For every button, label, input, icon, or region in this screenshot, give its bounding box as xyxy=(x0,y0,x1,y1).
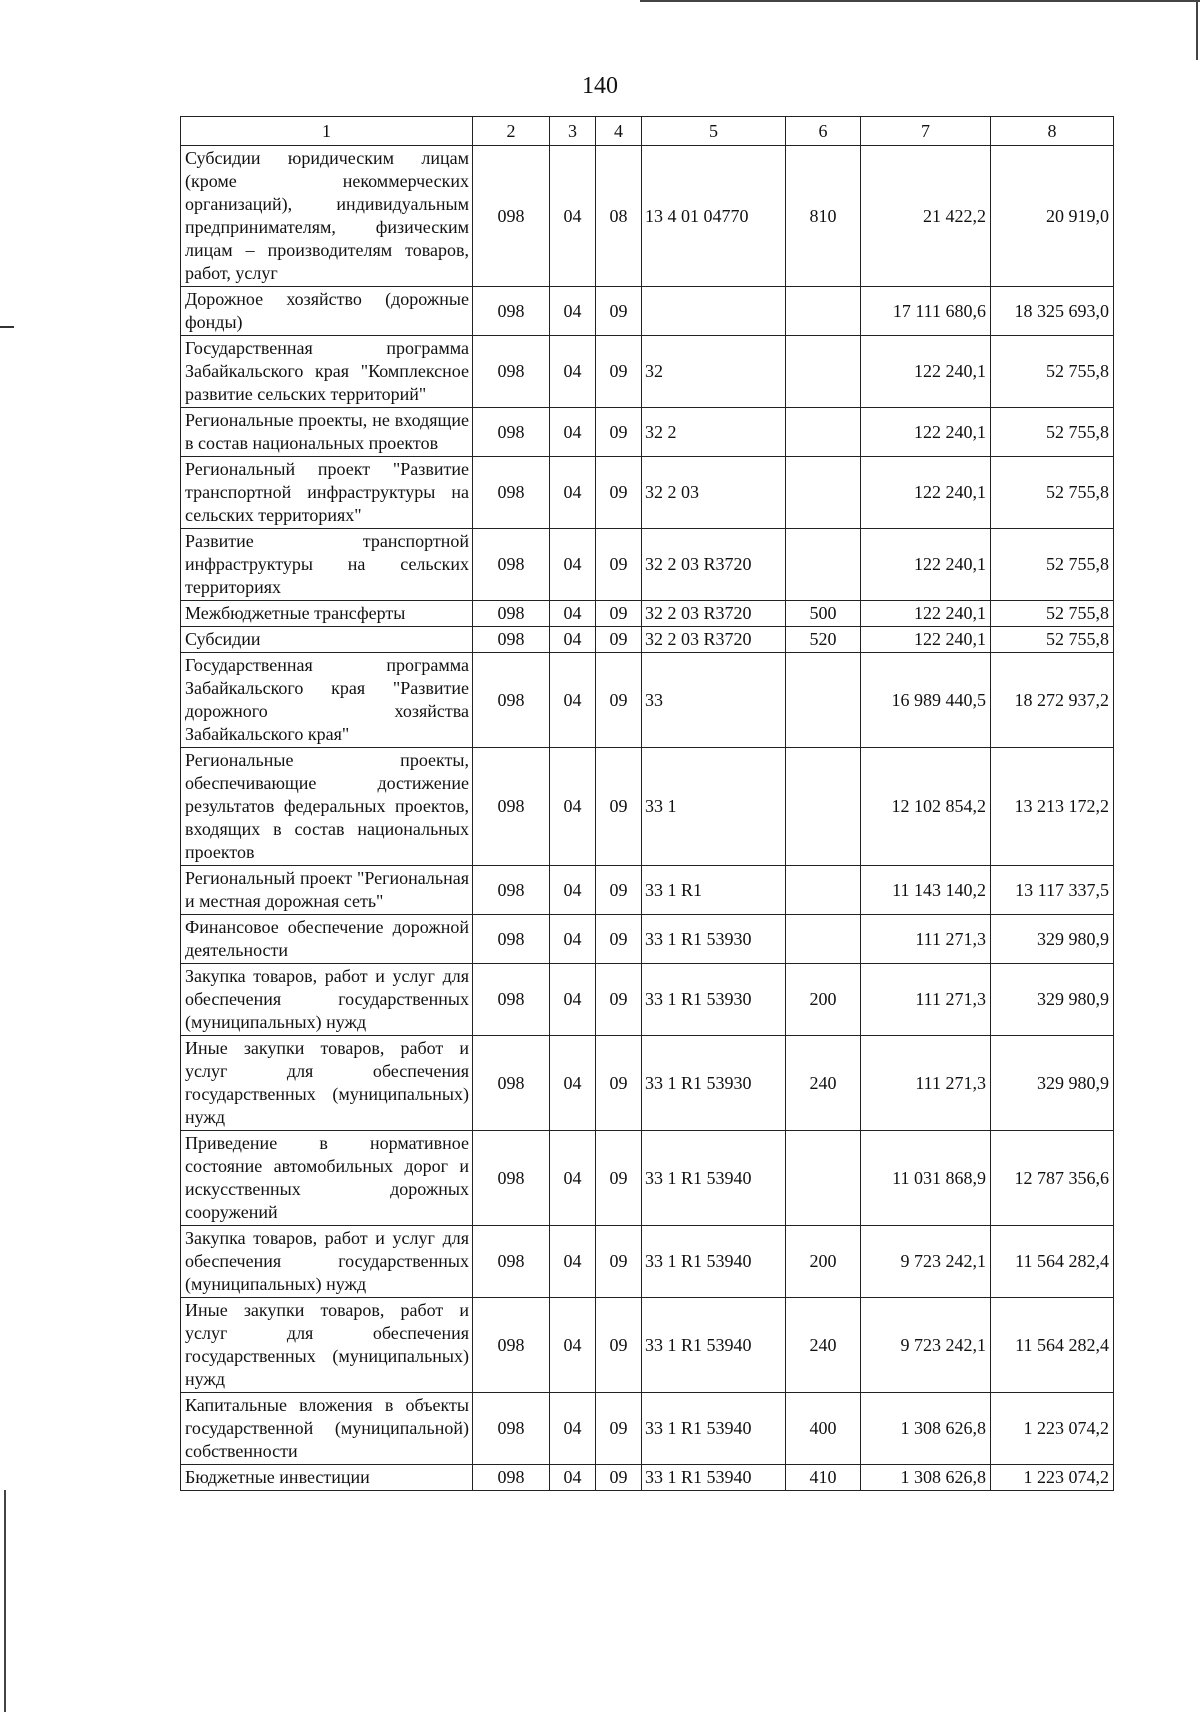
subsection-code: 09 xyxy=(596,915,642,964)
row-name: Приведение в нормативное состояние автомобильных дорог и искусственных дорожных сооружений xyxy=(181,1131,473,1226)
section-code: 04 xyxy=(550,601,596,627)
section-code: 04 xyxy=(550,1298,596,1393)
expense-type-code xyxy=(786,653,861,748)
expense-type-code: 200 xyxy=(786,964,861,1036)
amount-year-1: 1 308 626,8 xyxy=(861,1393,991,1465)
admin-code: 098 xyxy=(473,146,550,287)
expense-type-code: 200 xyxy=(786,1226,861,1298)
admin-code: 098 xyxy=(473,915,550,964)
admin-code: 098 xyxy=(473,627,550,653)
section-code: 04 xyxy=(550,627,596,653)
row-name: Развитие транспортной инфраструктуры на сельских территориях xyxy=(181,529,473,601)
amount-year-2: 18 272 937,2 xyxy=(991,653,1114,748)
target-article-code: 33 1 R1 53930 xyxy=(642,915,786,964)
row-name: Капитальные вложения в объекты государственной (муниципальной) собственности xyxy=(181,1393,473,1465)
amount-year-1: 122 240,1 xyxy=(861,336,991,408)
target-article-code: 32 2 03 R3720 xyxy=(642,601,786,627)
subsection-code: 09 xyxy=(596,457,642,529)
target-article-code: 33 1 R1 53940 xyxy=(642,1131,786,1226)
row-name: Государственная программа Забайкальского края "Развитие дорожного хозяйства Забайкальского края" xyxy=(181,653,473,748)
table-row xyxy=(181,457,1114,529)
amount-year-2: 11 564 282,4 xyxy=(991,1298,1114,1393)
subsection-code: 09 xyxy=(596,529,642,601)
section-code: 04 xyxy=(550,146,596,287)
row-name: Региональные проекты, обеспечивающие достижение результатов федеральных проектов, входящих в состав национальных проектов xyxy=(181,748,473,866)
section-code: 04 xyxy=(550,653,596,748)
amount-year-1: 122 240,1 xyxy=(861,408,991,457)
expense-type-code: 240 xyxy=(786,1036,861,1131)
column-header: 1 xyxy=(181,117,473,146)
admin-code: 098 xyxy=(473,287,550,336)
table-header-row xyxy=(181,117,1114,146)
section-code: 04 xyxy=(550,1131,596,1226)
row-name: Финансовое обеспечение дорожной деятельности xyxy=(181,915,473,964)
amount-year-1: 122 240,1 xyxy=(861,601,991,627)
section-code: 04 xyxy=(550,915,596,964)
table-row xyxy=(181,964,1114,1036)
amount-year-2: 52 755,8 xyxy=(991,529,1114,601)
subsection-code: 09 xyxy=(596,627,642,653)
amount-year-1: 11 031 868,9 xyxy=(861,1131,991,1226)
amount-year-2: 18 325 693,0 xyxy=(991,287,1114,336)
table-row xyxy=(181,748,1114,866)
row-name: Закупка товаров, работ и услуг для обеспечения государственных (муниципальных) нужд xyxy=(181,1226,473,1298)
target-article-code: 33 1 R1 53930 xyxy=(642,1036,786,1131)
row-name: Бюджетные инвестиции xyxy=(181,1465,473,1491)
amount-year-1: 12 102 854,2 xyxy=(861,748,991,866)
target-article-code: 32 xyxy=(642,336,786,408)
expense-type-code xyxy=(786,287,861,336)
table-row xyxy=(181,1465,1114,1491)
table-row xyxy=(181,1131,1114,1226)
row-name: Государственная программа Забайкальского края "Комплексное развитие сельских территорий" xyxy=(181,336,473,408)
admin-code: 098 xyxy=(473,1393,550,1465)
amount-year-1: 16 989 440,5 xyxy=(861,653,991,748)
target-article-code: 32 2 xyxy=(642,408,786,457)
section-code: 04 xyxy=(550,529,596,601)
target-article-code: 33 1 R1 53940 xyxy=(642,1393,786,1465)
amount-year-2: 52 755,8 xyxy=(991,457,1114,529)
amount-year-2: 329 980,9 xyxy=(991,915,1114,964)
scan-edge-line-left xyxy=(4,1490,6,1712)
target-article-code: 32 2 03 R3720 xyxy=(642,529,786,601)
expense-type-code xyxy=(786,866,861,915)
target-article-code: 32 2 03 R3720 xyxy=(642,627,786,653)
row-name: Иные закупки товаров, работ и услуг для обеспечения государственных (муниципальных) нужд xyxy=(181,1036,473,1131)
table-row xyxy=(181,1036,1114,1131)
amount-year-1: 122 240,1 xyxy=(861,457,991,529)
table-row xyxy=(181,336,1114,408)
column-header: 2 xyxy=(473,117,550,146)
column-header: 8 xyxy=(991,117,1114,146)
admin-code: 098 xyxy=(473,601,550,627)
amount-year-1: 111 271,3 xyxy=(861,915,991,964)
amount-year-2: 52 755,8 xyxy=(991,336,1114,408)
subsection-code: 09 xyxy=(596,287,642,336)
subsection-code: 09 xyxy=(596,1036,642,1131)
target-article-code: 33 1 R1 53930 xyxy=(642,964,786,1036)
budget-table xyxy=(180,116,1114,1491)
section-code: 04 xyxy=(550,1036,596,1131)
target-article-code: 32 2 03 xyxy=(642,457,786,529)
table-row xyxy=(181,146,1114,287)
amount-year-2: 52 755,8 xyxy=(991,408,1114,457)
amount-year-1: 111 271,3 xyxy=(861,964,991,1036)
amount-year-2: 1 223 074,2 xyxy=(991,1393,1114,1465)
table-row xyxy=(181,915,1114,964)
scan-edge-mark xyxy=(0,326,14,328)
target-article-code xyxy=(642,287,786,336)
scan-edge-line-right xyxy=(1196,0,1198,60)
target-article-code: 13 4 01 04770 xyxy=(642,146,786,287)
table-row xyxy=(181,1298,1114,1393)
table-row xyxy=(181,408,1114,457)
row-name: Субсидии юридическим лицам (кроме некоммерческих организаций), индивидуальным предпринимателям, физическим лицам – производителям товаров, работ, услуг xyxy=(181,146,473,287)
amount-year-2: 52 755,8 xyxy=(991,627,1114,653)
table-row xyxy=(181,601,1114,627)
amount-year-2: 13 117 337,5 xyxy=(991,866,1114,915)
subsection-code: 09 xyxy=(596,653,642,748)
section-code: 04 xyxy=(550,408,596,457)
section-code: 04 xyxy=(550,287,596,336)
amount-year-2: 12 787 356,6 xyxy=(991,1131,1114,1226)
admin-code: 098 xyxy=(473,748,550,866)
amount-year-1: 122 240,1 xyxy=(861,529,991,601)
amount-year-1: 11 143 140,2 xyxy=(861,866,991,915)
admin-code: 098 xyxy=(473,1036,550,1131)
row-name: Субсидии xyxy=(181,627,473,653)
row-name: Региональные проекты, не входящие в состав национальных проектов xyxy=(181,408,473,457)
amount-year-1: 17 111 680,6 xyxy=(861,287,991,336)
amount-year-1: 9 723 242,1 xyxy=(861,1298,991,1393)
table-row xyxy=(181,653,1114,748)
subsection-code: 09 xyxy=(596,408,642,457)
row-name: Межбюджетные трансферты xyxy=(181,601,473,627)
subsection-code: 09 xyxy=(596,1226,642,1298)
expense-type-code: 240 xyxy=(786,1298,861,1393)
amount-year-2: 11 564 282,4 xyxy=(991,1226,1114,1298)
section-code: 04 xyxy=(550,1226,596,1298)
amount-year-2: 329 980,9 xyxy=(991,964,1114,1036)
section-code: 04 xyxy=(550,1465,596,1491)
subsection-code: 08 xyxy=(596,146,642,287)
amount-year-1: 9 723 242,1 xyxy=(861,1226,991,1298)
subsection-code: 09 xyxy=(596,1393,642,1465)
admin-code: 098 xyxy=(473,1298,550,1393)
column-header: 4 xyxy=(596,117,642,146)
admin-code: 098 xyxy=(473,1131,550,1226)
row-name: Закупка товаров, работ и услуг для обеспечения государственных (муниципальных) нужд xyxy=(181,964,473,1036)
subsection-code: 09 xyxy=(596,964,642,1036)
expense-type-code xyxy=(786,457,861,529)
target-article-code: 33 1 R1 53940 xyxy=(642,1226,786,1298)
expense-type-code xyxy=(786,748,861,866)
subsection-code: 09 xyxy=(596,866,642,915)
target-article-code: 33 1 R1 53940 xyxy=(642,1465,786,1491)
expense-type-code xyxy=(786,336,861,408)
expense-type-code: 500 xyxy=(786,601,861,627)
amount-year-1: 1 308 626,8 xyxy=(861,1465,991,1491)
table-row xyxy=(181,287,1114,336)
table-row xyxy=(181,1226,1114,1298)
target-article-code: 33 xyxy=(642,653,786,748)
column-header: 5 xyxy=(642,117,786,146)
admin-code: 098 xyxy=(473,1226,550,1298)
target-article-code: 33 1 R1 xyxy=(642,866,786,915)
row-name: Иные закупки товаров, работ и услуг для обеспечения государственных (муниципальных) нужд xyxy=(181,1298,473,1393)
subsection-code: 09 xyxy=(596,1298,642,1393)
section-code: 04 xyxy=(550,457,596,529)
target-article-code: 33 1 R1 53940 xyxy=(642,1298,786,1393)
target-article-code: 33 1 xyxy=(642,748,786,866)
expense-type-code xyxy=(786,408,861,457)
expense-type-code xyxy=(786,1131,861,1226)
admin-code: 098 xyxy=(473,529,550,601)
column-header: 7 xyxy=(861,117,991,146)
admin-code: 098 xyxy=(473,457,550,529)
column-header: 6 xyxy=(786,117,861,146)
table-row xyxy=(181,866,1114,915)
admin-code: 098 xyxy=(473,336,550,408)
section-code: 04 xyxy=(550,866,596,915)
amount-year-2: 329 980,9 xyxy=(991,1036,1114,1131)
section-code: 04 xyxy=(550,964,596,1036)
section-code: 04 xyxy=(550,336,596,408)
amount-year-1: 122 240,1 xyxy=(861,627,991,653)
amount-year-2: 13 213 172,2 xyxy=(991,748,1114,866)
expense-type-code xyxy=(786,915,861,964)
expense-type-code: 410 xyxy=(786,1465,861,1491)
amount-year-2: 1 223 074,2 xyxy=(991,1465,1114,1491)
admin-code: 098 xyxy=(473,653,550,748)
column-header: 3 xyxy=(550,117,596,146)
expense-type-code: 810 xyxy=(786,146,861,287)
subsection-code: 09 xyxy=(596,1131,642,1226)
amount-year-1: 21 422,2 xyxy=(861,146,991,287)
amount-year-2: 20 919,0 xyxy=(991,146,1114,287)
admin-code: 098 xyxy=(473,964,550,1036)
admin-code: 098 xyxy=(473,1465,550,1491)
subsection-code: 09 xyxy=(596,748,642,866)
expense-type-code: 400 xyxy=(786,1393,861,1465)
subsection-code: 09 xyxy=(596,336,642,408)
section-code: 04 xyxy=(550,1393,596,1465)
table-row xyxy=(181,529,1114,601)
row-name: Региональный проект "Региональная и местная дорожная сеть" xyxy=(181,866,473,915)
amount-year-1: 111 271,3 xyxy=(861,1036,991,1131)
expense-type-code: 520 xyxy=(786,627,861,653)
table-row xyxy=(181,1393,1114,1465)
subsection-code: 09 xyxy=(596,601,642,627)
scan-edge-line-top xyxy=(640,0,1200,2)
amount-year-2: 52 755,8 xyxy=(991,601,1114,627)
subsection-code: 09 xyxy=(596,1465,642,1491)
admin-code: 098 xyxy=(473,408,550,457)
expense-type-code xyxy=(786,529,861,601)
page-number: 140 xyxy=(582,73,618,99)
section-code: 04 xyxy=(550,748,596,866)
row-name: Дорожное хозяйство (дорожные фонды) xyxy=(181,287,473,336)
budget-table-container xyxy=(180,116,1113,1491)
row-name: Региональный проект "Развитие транспортной инфраструктуры на сельских территориях" xyxy=(181,457,473,529)
admin-code: 098 xyxy=(473,866,550,915)
table-row xyxy=(181,627,1114,653)
